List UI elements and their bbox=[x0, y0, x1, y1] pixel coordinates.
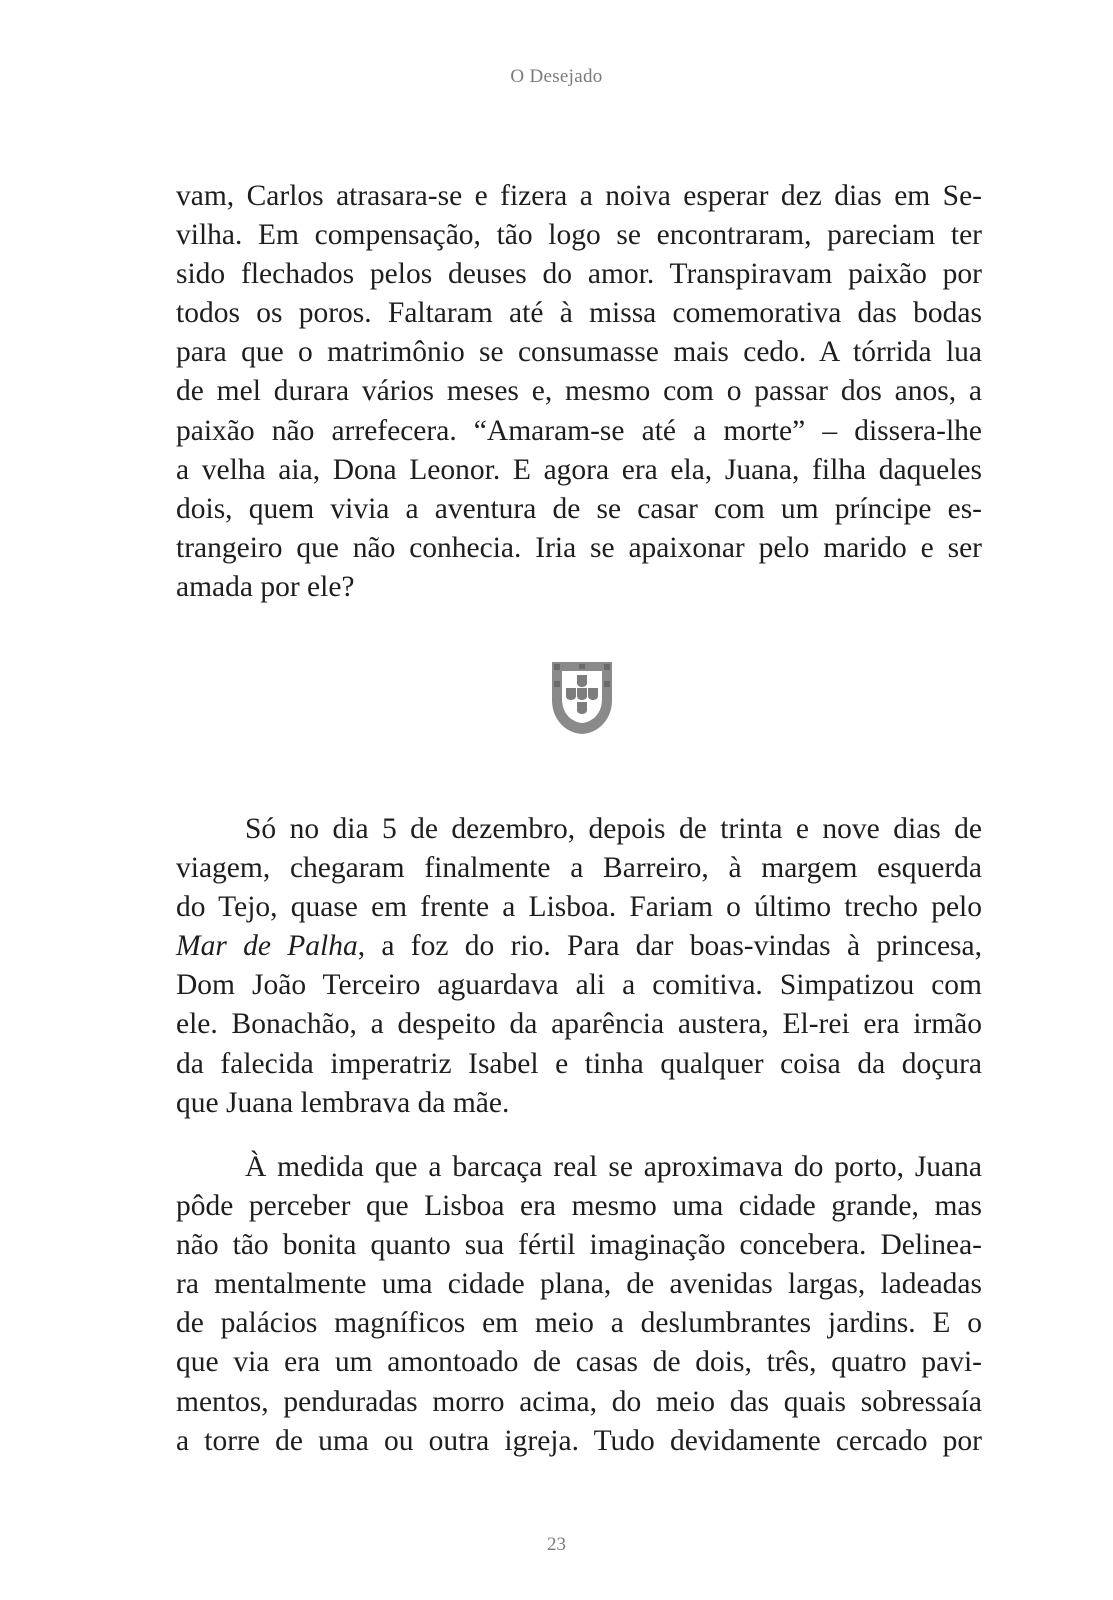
text-line: Dom João Terceiro aguardava ali a comitiva. Simpatizou com bbox=[176, 969, 982, 1002]
text-line: ele. Bonachão, a despeito da aparência austera, El-rei era irmão bbox=[176, 1008, 982, 1041]
text-line: para que o matrimônio se consumasse mais cedo. A tórrida lua bbox=[176, 336, 982, 369]
text-line: de mel durara vários meses e, mesmo com o passar dos anos, a bbox=[176, 375, 982, 408]
text-line: da falecida imperatriz Isabel e tinha qualquer coisa da doçura bbox=[176, 1047, 982, 1080]
text-line: mentos, penduradas morro acima, do meio das quais sobressaía bbox=[176, 1385, 982, 1418]
text-line: dois, quem vivia a aventura de se casar com um príncipe es- bbox=[176, 492, 982, 525]
text-line: trangeiro que não conhecia. Iria se apaixonar pelo marido e ser bbox=[176, 531, 982, 564]
text-line bbox=[176, 927, 982, 966]
text-line: que via era um amontoado de casas de dois, três, quatro pavi- bbox=[176, 1346, 982, 1379]
paragraph-1 bbox=[176, 177, 982, 607]
text-line: paixão não arrefecera. “Amaram-se até a morte” – dissera-lhe bbox=[176, 414, 982, 447]
text-line: sido flechados pelos deuses do amor. Transpiravam paixão por bbox=[176, 258, 982, 291]
text-line: que Juana lembrava da mãe. bbox=[176, 1086, 510, 1119]
paragraph-3 bbox=[176, 1148, 982, 1461]
text-line: não tão bonita quanto sua fértil imaginação concebera. Delinea- bbox=[176, 1229, 982, 1262]
text-segment: , a foz do rio. Para dar boas-vindas à princesa, bbox=[357, 930, 983, 963]
running-header: O Desejado bbox=[510, 66, 603, 87]
text-line: a velha aia, Dona Leonor. E agora era ela, Juana, filha daqueles bbox=[176, 453, 982, 486]
text-line: a torre de uma ou outra igreja. Tudo devidamente cercado por bbox=[176, 1424, 982, 1457]
italic-place-name: Mar de Palha bbox=[176, 930, 358, 963]
text-line: À medida que a barcaça real se aproximava do porto, Juana bbox=[245, 1151, 982, 1183]
text-line: ra mentalmente uma cidade plana, de avenidas largas, ladeadas bbox=[176, 1268, 982, 1301]
text-line: todos os poros. Faltaram até à missa comemorativa das bodas bbox=[176, 297, 982, 330]
text-line: Só no dia 5 de dezembro, depois de trinta e nove dias de bbox=[245, 813, 982, 845]
page-number: 23 bbox=[547, 1534, 566, 1555]
portuguese-coat-of-arms-icon bbox=[550, 660, 614, 736]
text-line: amada por ele? bbox=[176, 570, 355, 603]
text-line: vilha. Em compensação, tão logo se encontraram, pareciam ter bbox=[176, 219, 982, 252]
text-line: pôde perceber que Lisboa era mesmo uma cidade grande, mas bbox=[176, 1190, 982, 1223]
paragraph-2 bbox=[176, 810, 982, 1123]
text-line: de palácios magníficos em meio a deslumbrantes jardins. E o bbox=[176, 1307, 982, 1340]
text-line: do Tejo, quase em frente a Lisboa. Fariam o último trecho pelo bbox=[176, 891, 982, 924]
text-line: viagem, chegaram finalmente a Barreiro, à margem esquerda bbox=[176, 852, 982, 885]
text-line: vam, Carlos atrasara-se e fizera a noiva esperar dez dias em Se- bbox=[176, 180, 982, 212]
